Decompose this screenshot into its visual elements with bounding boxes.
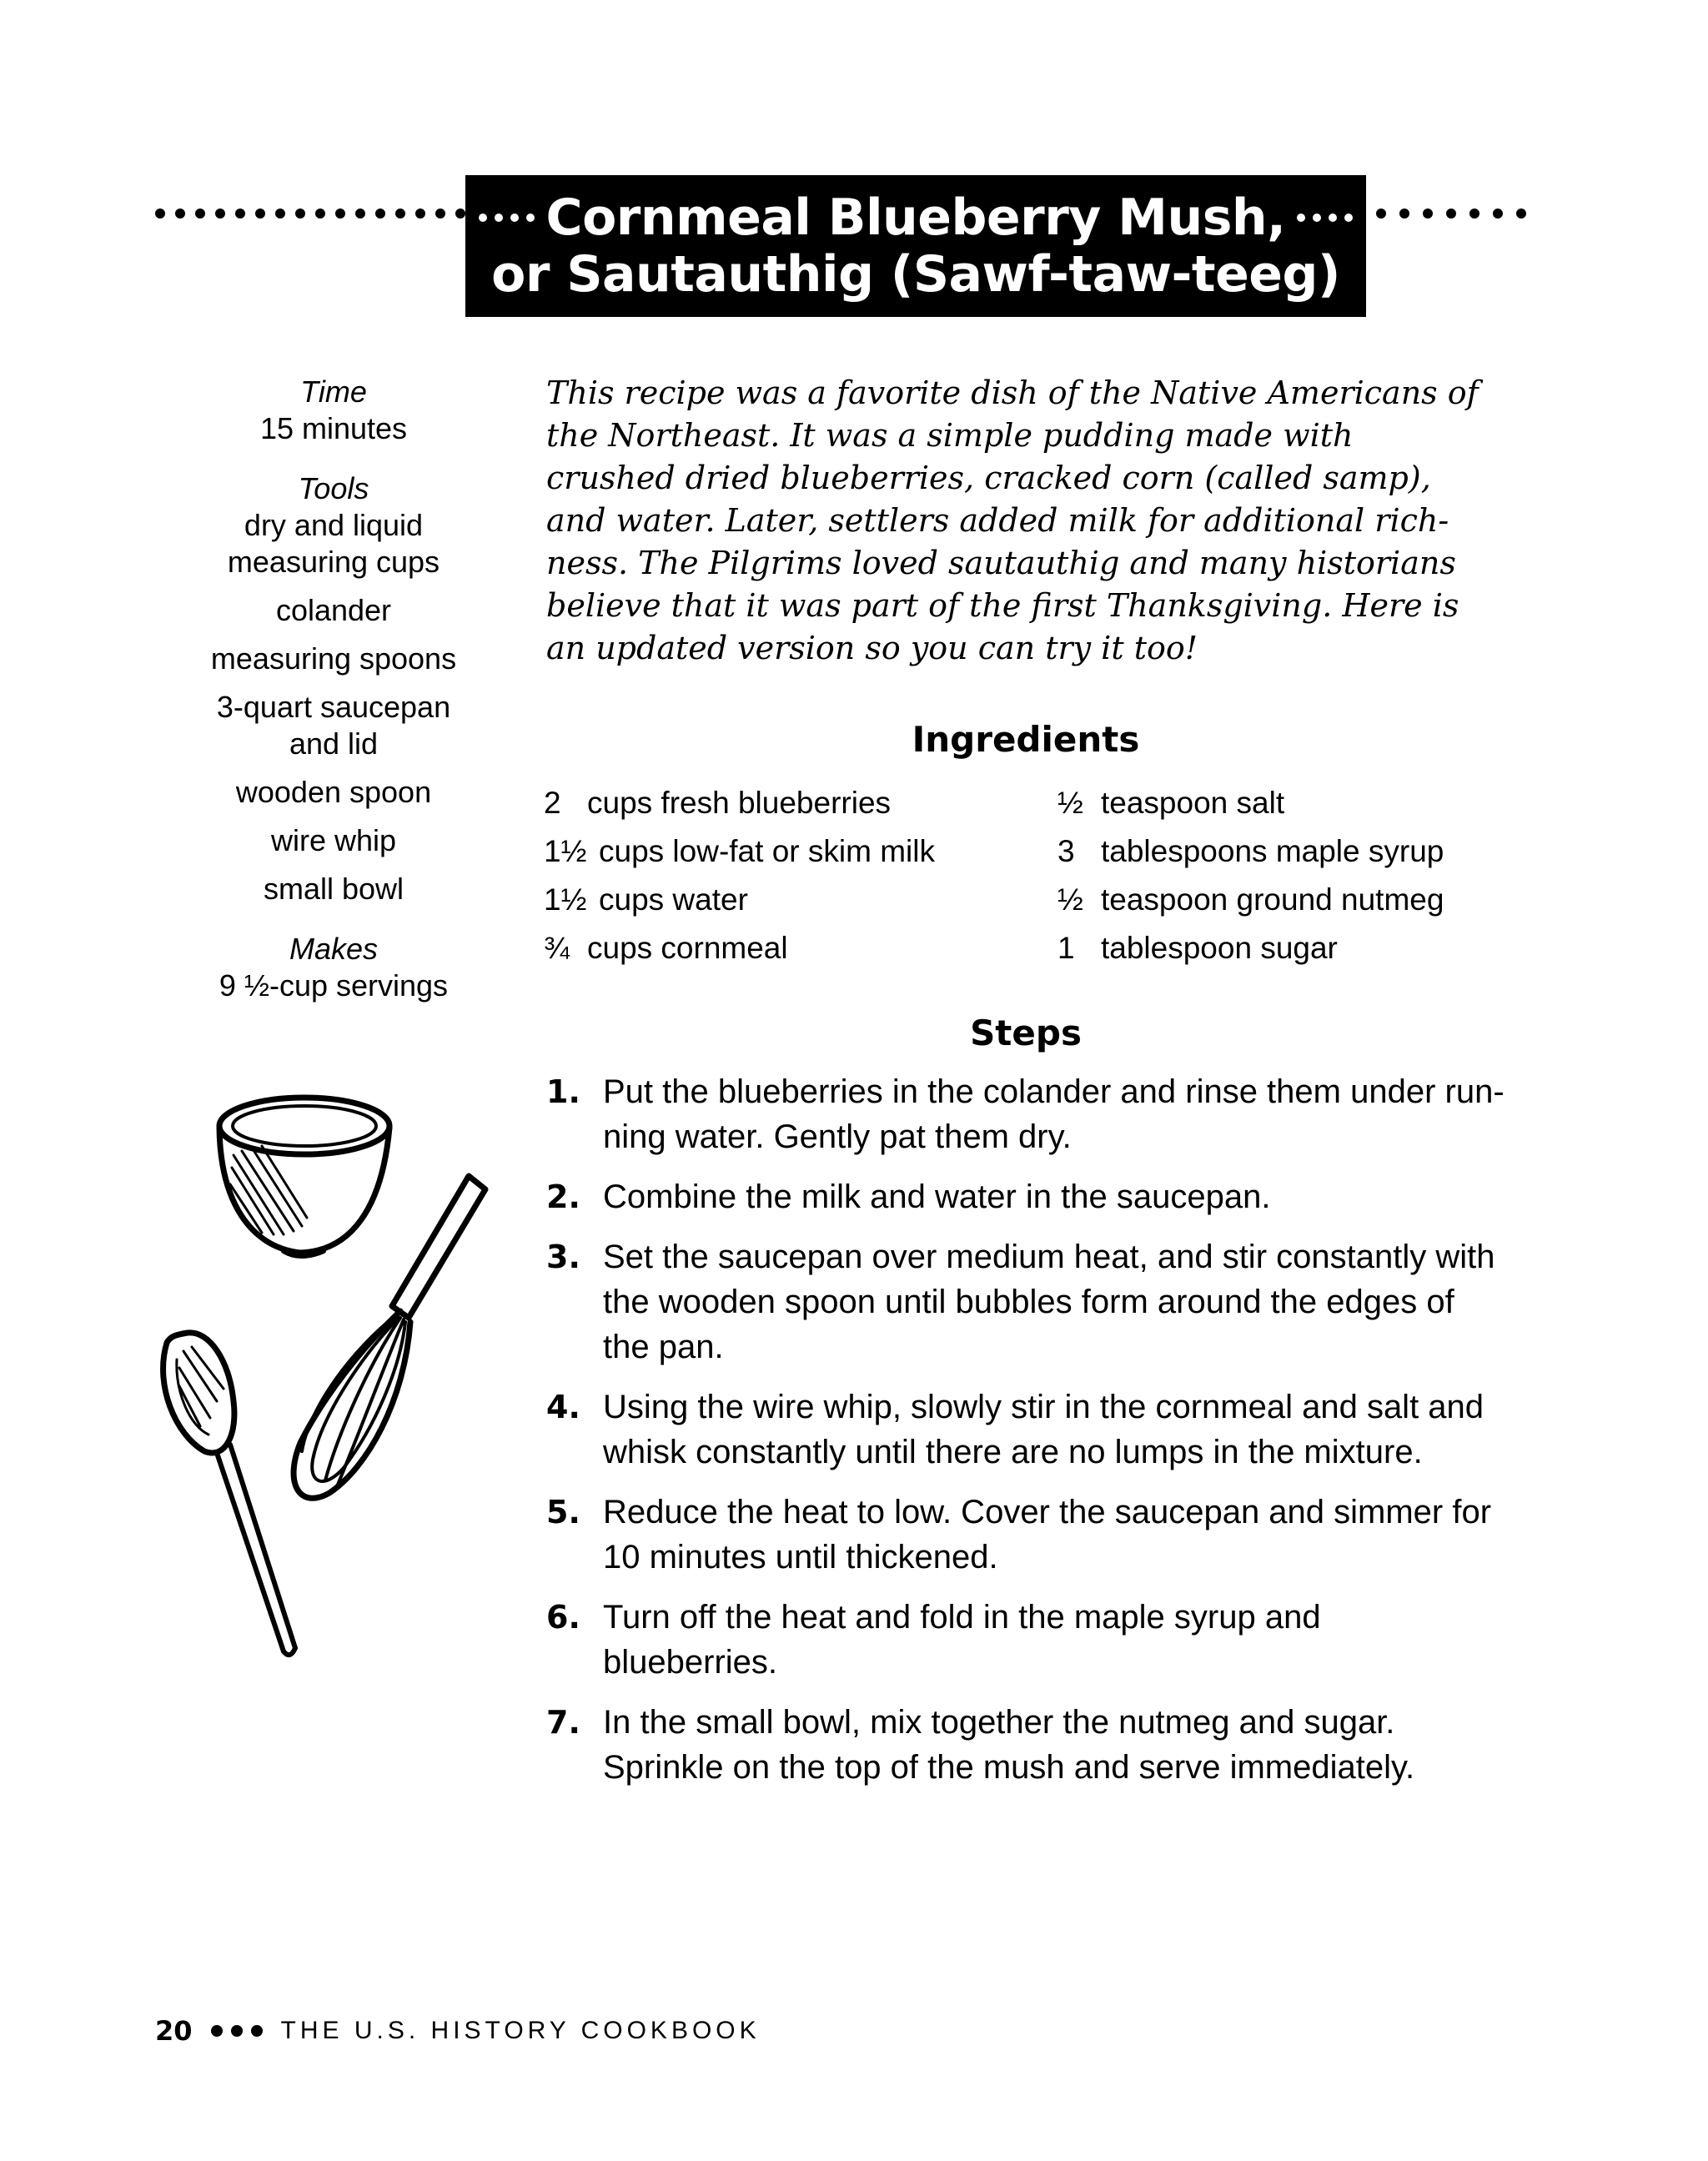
tool-item [192, 592, 475, 629]
recipe-sidebar [192, 374, 475, 1004]
step-text [603, 1174, 1270, 1219]
step-number: 6. [546, 1599, 580, 1636]
step-item [546, 1700, 1530, 1790]
page-number: 20 [155, 2015, 193, 2047]
tool-item [192, 822, 475, 859]
step-line: Reduce the heat to low. Cover the saucepan and simmer for [603, 1494, 1492, 1530]
tool-item [192, 507, 475, 580]
ingredients-list-left [544, 779, 1011, 972]
ingredient-item [1057, 876, 1525, 924]
tool-item-line: 3-quart saucepan [216, 690, 451, 724]
step-item [546, 1069, 1530, 1159]
step-number: 7. [546, 1704, 580, 1741]
title-line-1-wrap [479, 189, 1354, 246]
ingredient-item [1057, 924, 1525, 972]
ingredient-name: cups fresh blueberries [587, 786, 892, 820]
ingredient-name: tablespoon sugar [1101, 931, 1338, 965]
step-line: Set the saucepan over medium heat, and stir constantly with [603, 1239, 1495, 1275]
ingredient-name: tablespoons maple syrup [1101, 834, 1444, 868]
tool-item-line: measuring spoons [210, 641, 457, 676]
tools-label: Tools [298, 471, 369, 505]
step-line: the wooden spoon until bubbles form around the edges of [603, 1284, 1454, 1320]
title-line-2: or Sautauthig (Sawf-taw-teeg) [491, 245, 1340, 304]
intro-line: the Northeast. It was a simple pudding made with [546, 417, 1354, 454]
ingredient-item [1057, 779, 1525, 827]
tool-item [192, 689, 475, 762]
tool-item-line: small bowl [263, 872, 404, 906]
tool-item-line: colander [275, 593, 392, 627]
step-item [546, 1234, 1530, 1369]
tool-item [192, 871, 475, 907]
intro-line: an updated version so you can try it too! [546, 630, 1198, 666]
ingredient-qty: ½ [1057, 882, 1083, 917]
title-inner-dots-left [479, 214, 535, 222]
step-text [603, 1385, 1484, 1475]
tool-item [192, 641, 475, 677]
step-line: Sprinkle on the top of the mush and serve immediately. [603, 1749, 1415, 1786]
ingredients-heading: Ingredients [912, 719, 1140, 760]
step-text [603, 1490, 1491, 1580]
book-title: THE U.S. HISTORY COOKBOOK [280, 2017, 761, 2044]
intro-line: This recipe was a favorite dish of the Native Americans of [546, 374, 1479, 411]
step-line: In the small bowl, mix together the nutmeg and sugar. [603, 1704, 1395, 1741]
step-item [546, 1595, 1530, 1685]
tool-item-line: measuring cups [227, 545, 440, 579]
footer-dots [211, 2025, 263, 2037]
intro-line: crushed dried blueberries, cracked corn (called samp), [546, 460, 1431, 496]
bowl-icon [219, 1098, 389, 1256]
step-text [603, 1069, 1505, 1159]
wooden-spoon-icon [163, 1333, 295, 1655]
step-number: 4. [546, 1389, 580, 1425]
steps-heading: Steps [970, 1013, 1082, 1053]
step-text [603, 1700, 1414, 1790]
step-line: 10 minutes until thickened. [603, 1539, 998, 1576]
tool-item-line: wooden spoon [235, 775, 432, 809]
step-number: 5. [546, 1494, 580, 1530]
step-text [603, 1234, 1494, 1369]
tool-item-line: and lid [289, 726, 379, 761]
whisk-icon [294, 1176, 485, 1498]
ingredient-qty: 1½ [544, 882, 587, 917]
time-label: Time [300, 374, 367, 409]
tool-item-line: wire whip [270, 823, 397, 857]
intro-line: believe that it was part of the first Thanksgiving. Here is [546, 587, 1459, 624]
step-number: 2. [546, 1178, 580, 1215]
makes-value: 9 ½-cup servings [219, 968, 449, 1003]
intro-line: and water. Later, settlers added milk for additional rich- [546, 502, 1449, 539]
ingredient-item [544, 876, 1011, 924]
title-inner-dots-right [1297, 214, 1353, 222]
page-title [465, 175, 1366, 317]
tools-list [192, 507, 475, 907]
ingredient-qty: 1 [1057, 931, 1075, 965]
ingredient-qty: 1½ [544, 834, 587, 868]
title-line-1: Cornmeal Blueberry Mush, [545, 188, 1286, 247]
time-value: 15 minutes [259, 411, 408, 445]
ingredient-name: cups low-fat or skim milk [599, 834, 935, 868]
step-line: the pan. [603, 1329, 724, 1365]
ingredient-qty: 3 [1057, 834, 1075, 868]
step-number: 1. [546, 1073, 580, 1110]
step-item [546, 1174, 1530, 1219]
ingredient-item [1057, 827, 1525, 876]
ingredient-item [544, 827, 1011, 876]
ingredient-name: teaspoon ground nutmeg [1101, 882, 1444, 917]
tool-item [192, 774, 475, 811]
ingredient-qty: 2 [544, 786, 561, 820]
ingredient-item [544, 779, 1011, 827]
ingredient-item [544, 924, 1011, 972]
ingredient-name: cups water [599, 882, 748, 917]
step-item [546, 1385, 1530, 1475]
intro-line: ness. The Pilgrims loved sautauthig and many historians [546, 545, 1456, 581]
ingredient-qty: ½ [1057, 786, 1083, 820]
title-dots-left [155, 204, 465, 224]
ingredient-qty: ¾ [544, 931, 570, 965]
ingredient-name: teaspoon salt [1101, 786, 1285, 820]
step-line: whisk constantly until there are no lumps in the mixture. [603, 1434, 1423, 1470]
step-line: Turn off the heat and fold in the maple syrup and [603, 1599, 1321, 1636]
page-footer [155, 2015, 761, 2047]
step-line: Using the wire whip, slowly stir in the cornmeal and salt and [603, 1389, 1484, 1425]
kitchen-tools-illustration [158, 1068, 525, 1668]
step-line: Put the blueberries in the colander and rinse them under run- [603, 1073, 1505, 1110]
step-line: ning water. Gently pat them dry. [603, 1118, 1072, 1155]
step-line: blueberries. [603, 1644, 778, 1681]
step-line: Combine the milk and water in the saucepan. [603, 1178, 1271, 1215]
step-number: 3. [546, 1239, 580, 1275]
ingredient-name: cups cornmeal [587, 931, 788, 965]
makes-label: Makes [289, 932, 379, 966]
steps-list [546, 1069, 1530, 1805]
recipe-intro [546, 372, 1526, 670]
step-text [603, 1595, 1321, 1685]
ingredients-list-right [1057, 779, 1525, 972]
step-item [546, 1490, 1530, 1580]
tool-item-line: dry and liquid [244, 508, 424, 542]
